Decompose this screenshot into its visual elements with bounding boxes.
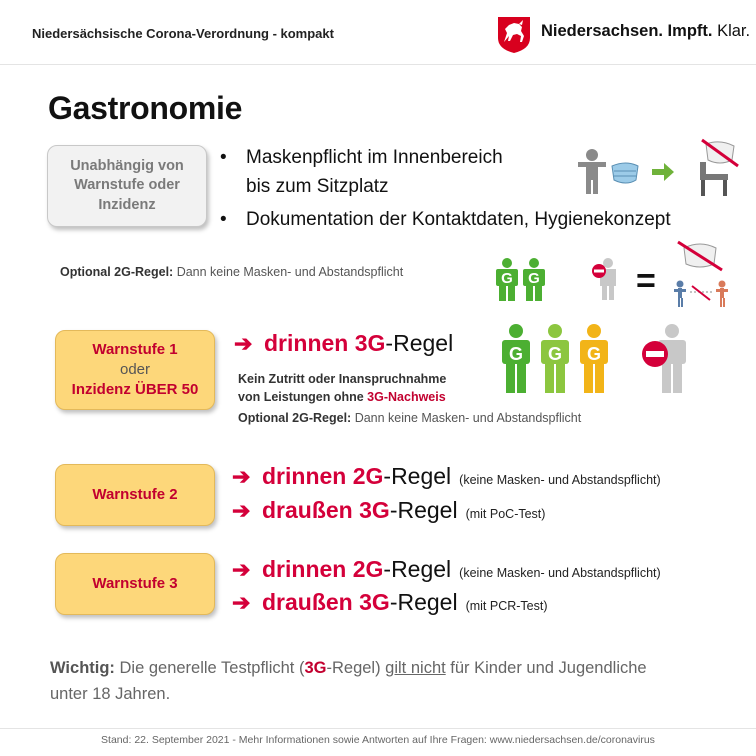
arrow-icon: ➔ [232, 557, 251, 582]
w1-no-access-note: Kein Zutritt oder Inanspruchnahme von Leistungen ohne 3G-Nachweis [238, 372, 447, 404]
warnstufe-2-box [55, 464, 215, 526]
rule-w1-indoor-3g: ➔ drinnen 3G -Regel [234, 330, 454, 356]
warnstufe-2-label: Warnstufe 2 [92, 485, 178, 503]
no-entry-person-small-icon [590, 258, 620, 300]
optional-2g-w1: Optional 2G-Regel: Dann keine Masken- und Abstandspflicht [238, 411, 582, 425]
person-mask-icon [578, 148, 642, 196]
rule-w2-indoor-2g: ➔ drinnen 2G -Regel (keine Masken- und Abstandspflicht) [232, 463, 661, 489]
two-g-persons-icon [494, 258, 550, 302]
incidence-label: Inzidenz ÜBER 50 [71, 381, 199, 399]
bullet-mask-requirement-cont: bis zum Sitzplatz [246, 176, 389, 197]
footer-divider [0, 728, 756, 729]
svg-text:G: G [508, 344, 524, 364]
svg-text:G: G [547, 344, 563, 364]
general-box-label: Unabhängig von Warnstufe oder Inzidenz [70, 157, 184, 213]
arrow-icon: ➔ [232, 590, 251, 615]
warnstufe-1-label: Warnstufe 1 [92, 340, 178, 358]
rule-w2-outdoor-3g: ➔ draußen 3G -Regel (mit PoC-Test) [232, 497, 546, 523]
warnstufe-3-label: Warnstufe 3 [92, 574, 178, 592]
svg-text:G: G [501, 270, 513, 287]
bullet-contact-documentation: • Dokumentation der Kontaktdaten, Hygienekonzept [220, 209, 671, 230]
warnstufe-1-box [55, 330, 215, 410]
general-rules-box [47, 145, 207, 227]
arrow-icon: ➔ [232, 498, 251, 523]
header-title: Niedersächsische Corona-Verordnung - kompakt [32, 26, 334, 41]
svg-text:G: G [528, 270, 540, 287]
bullet-mask-requirement: • Maskenpflicht im Innenbereich [220, 147, 503, 168]
green-arrow-icon [652, 163, 674, 181]
equals-sign: = [636, 262, 656, 300]
page-title: Gastronomie [48, 90, 243, 126]
three-g-persons-icon [500, 324, 612, 394]
header-divider [0, 64, 756, 65]
seated-no-mask-icon [688, 140, 740, 198]
warnstufe-1-or: oder [119, 360, 151, 378]
brand-slogan: Niedersachsen. Impft. Klar. [541, 22, 751, 40]
arrow-icon: ➔ [232, 464, 251, 489]
svg-text:G: G [586, 344, 602, 364]
footer-text: Stand: 22. September 2021 - Mehr Informationen sowie Antworten auf Ihre Fragen: www.niedersachsen.de/coronavirus [101, 734, 655, 746]
rule-w3-indoor-2g: ➔ drinnen 2G -Regel (keine Masken- und Abstandspflicht) [232, 556, 661, 582]
important-note: Wichtig: Die generelle Testpflicht (3G-Regel) gilt nicht für Kinder und Jugendliche unter 18 Jahren. [50, 659, 647, 704]
arrow-icon: ➔ [234, 331, 253, 356]
lower-saxony-horse-logo-icon [494, 14, 534, 54]
no-mask-no-distance-icon [672, 240, 734, 310]
warnstufe-3-box [55, 553, 215, 615]
no-entry-person-icon [640, 324, 690, 394]
optional-2g-general: Optional 2G-Regel: Dann keine Masken- und Abstandspflicht [60, 265, 404, 279]
rule-w3-outdoor-3g: ➔ draußen 3G -Regel (mit PCR-Test) [232, 589, 548, 615]
